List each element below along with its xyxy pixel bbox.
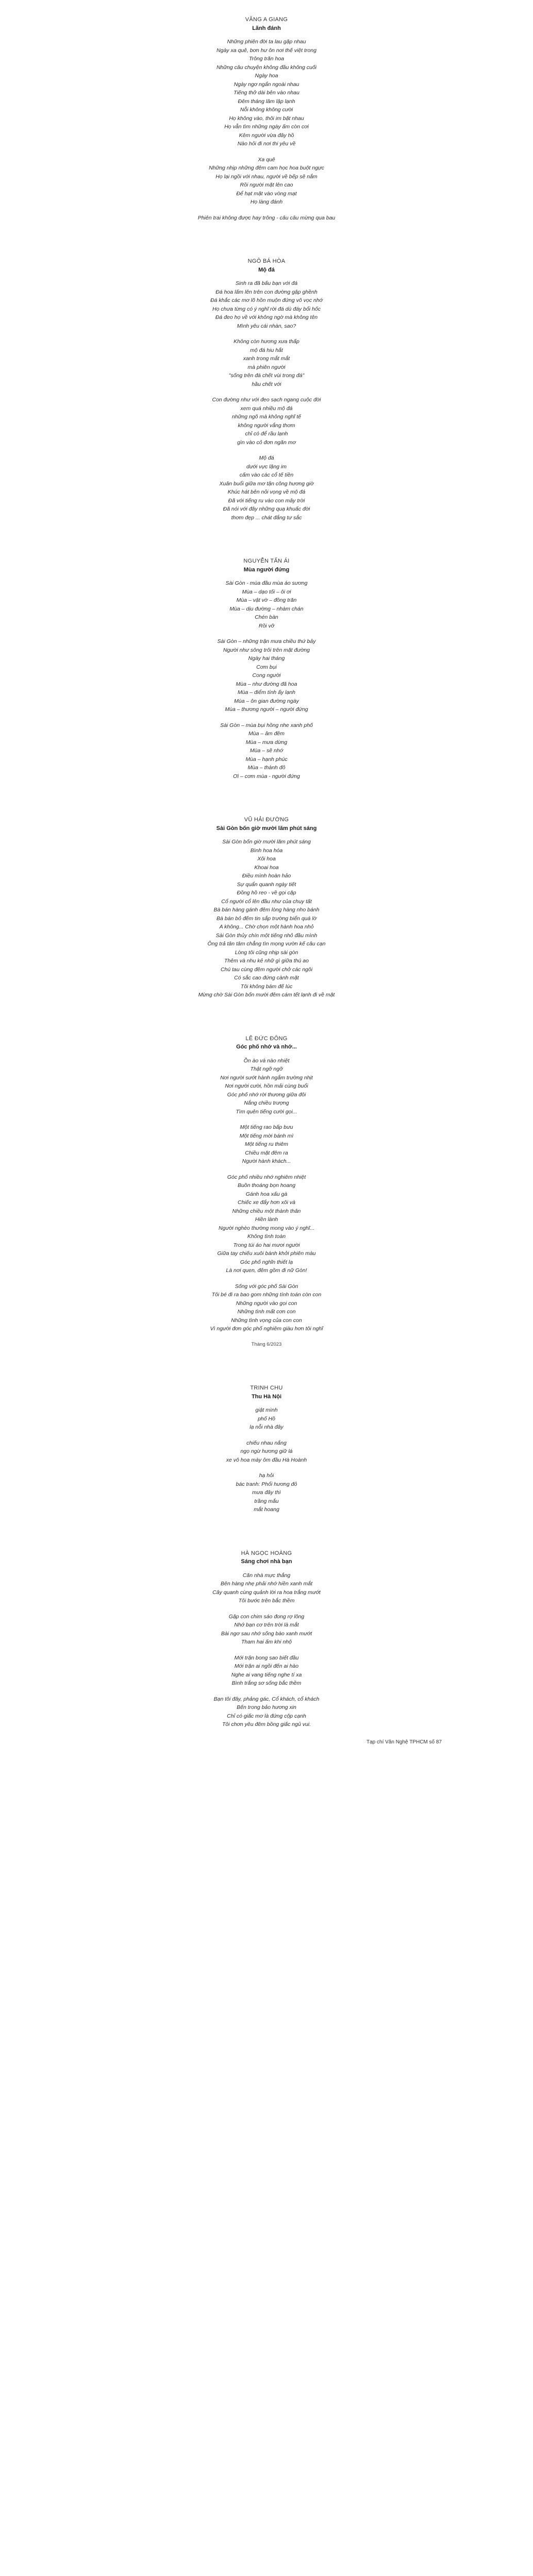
- poem-line: Thêm và nhu kẻ nhữ gì giữa thú ao: [224, 958, 309, 964]
- poem-line: Ngày hoa: [255, 73, 278, 79]
- poem-line: Góc phố nhớ rời thương giữa đôi: [227, 1091, 306, 1098]
- poem-line: Một tiếng rao bấp bưu: [240, 1124, 293, 1130]
- poem-line: Khoai hoa: [254, 864, 279, 871]
- poem-line: Đá đeo họ về với không ngờ mà không tên: [215, 314, 318, 320]
- poem-line: Góc phố nghĩn thiết lạ: [240, 1259, 293, 1265]
- poem-author: NGUYỄN TẤN ÁI: [243, 558, 290, 564]
- poem-line: Không còn hương xưa thấp: [234, 338, 299, 345]
- poem-line: Nắng chiều trượng: [244, 1100, 289, 1106]
- poem-line: Những người vào gọi con: [236, 1300, 297, 1307]
- poem-line: Nào hỏi đi nơi thi yêu về: [237, 141, 296, 147]
- poem-line: Tiếng thở dài bên vào nhau: [234, 90, 299, 96]
- poem-line: Hiền lành: [255, 1216, 278, 1223]
- poem-stanza: [112, 579, 421, 630]
- poem-line: Căn nhà mực thắng: [242, 1572, 291, 1579]
- poem-line: Người hành khách...: [242, 1158, 291, 1164]
- poem-block: [112, 1035, 421, 1349]
- poem-line: Một tiếng ru thiêm: [244, 1141, 289, 1147]
- poem-line: Gặp con chim sáo đong rợ lông: [228, 1613, 305, 1620]
- poem-line: Gánh hoa xấu gà: [245, 1191, 288, 1197]
- poem-line: Chú tau cùng đêm người chở các ngôi: [220, 966, 313, 973]
- poem-line: Những nhịp những đêm cam học hoa buột ngực: [209, 165, 324, 171]
- poem-stanza: [112, 838, 421, 999]
- poem-stanza: [112, 1571, 421, 1605]
- poem-line: Mới trận ai ngồi đến ai hào: [234, 1663, 299, 1669]
- poem-block: [112, 816, 421, 999]
- poem-line: Xa quê: [258, 156, 275, 163]
- poem-line: Người nghèo thường mong vào ý nghĩ...: [219, 1225, 314, 1231]
- poem-author: HÀ NGỌC HOÀNG: [241, 1550, 292, 1556]
- poem-line: chiếu nhau nắng: [246, 1439, 287, 1446]
- poem-line: mắt hoang: [254, 1506, 279, 1513]
- poem-line: A không... Chờ chọn một hành hoa nhỏ: [219, 924, 314, 930]
- poem-line: Bà bán hàng gánh đêm lòng hàng nho bánh: [213, 907, 320, 913]
- poem-line: dưới vực lặng im: [246, 463, 287, 470]
- poem-line: Cổ người cổ lên đầu như của chuy tất: [221, 898, 312, 905]
- poem-line: Những câu chuyện không đầu không cuối: [216, 64, 317, 71]
- poem-title: Sài Gòn bốn giờ mười lăm phút sáng: [216, 825, 317, 832]
- poem-line: hầu chết với: [252, 381, 281, 387]
- poem-line: Rồi vỡ: [258, 622, 275, 629]
- poem-line: trầng mắu: [254, 1498, 279, 1504]
- poem-line: Chiếc xe đẩy hơn xôi và: [238, 1199, 295, 1206]
- poem-line: Mùa – ôn gian đường ngày: [234, 698, 299, 704]
- poem-line: Vì người đơn góc phố nghiêm giàu hơn tôi nghĩ: [210, 1326, 323, 1332]
- poem-line: mộ đá hiu hắt: [250, 347, 283, 353]
- magazine-credit: Tạp chí Văn Nghệ TPHCM số 87: [367, 1739, 442, 1745]
- poem-author: LÊ ĐỨC ĐÔNG: [245, 1035, 288, 1042]
- poem-line: lạ nỗi nhà đây: [249, 1424, 284, 1430]
- poem-stanza: [112, 721, 421, 781]
- poem-line: Bà bán bỏ đếm tin sắp trường biển quá lờ: [216, 915, 317, 922]
- poem-stanza: [112, 1439, 421, 1465]
- poem-line: Chén bàn: [255, 614, 278, 620]
- poem-block: [112, 1549, 421, 1729]
- poem-stanza: [112, 337, 421, 388]
- poem-line: Mừng chờ Sài Gòn bốn mười đêm cám tết lạnh đi về mặt: [198, 992, 335, 998]
- poem-line: Đá khắc các mơ lõ hồn muộn đứng vô vọc nhớ: [210, 297, 323, 303]
- poem-line: Là nơi quen, đêm gồm đi nữ Gòn!: [226, 1267, 307, 1274]
- poem-line: Tôi bước trên bắc thềm: [238, 1598, 295, 1604]
- poem-line: Mùa – dịu đường – nhàm chán: [229, 605, 304, 612]
- poem-line: thơm đẹp ... chát đắng tư sắc: [231, 514, 302, 521]
- poem-line: Tôi bé đi ra bao gom những tính toán còn con: [211, 1292, 322, 1298]
- poem-line: Điều mình hoàn hảo: [242, 873, 291, 879]
- poem-block: [112, 557, 421, 781]
- poem-line: xanh trong mắt mắt: [243, 355, 290, 362]
- poem-line: Sài Gòn – mùa bụi hồng nhe xanh phố: [220, 722, 313, 728]
- poem-line: Đã với tiếng ru vào con mây trời: [228, 497, 305, 504]
- poem-line: Mùa – như đường đã hoa: [236, 681, 297, 687]
- poem-stanza: [112, 1282, 421, 1333]
- poem-line: Giữa tay chiếu xuôi bánh khởi phiên màu: [217, 1250, 316, 1257]
- poem-line: Có sắc cao đứng cành mặt: [234, 975, 299, 981]
- poem-line: Rồi người mặt lên cao: [240, 182, 293, 188]
- poem-line: Sự quẩn quanh ngày tiết: [237, 881, 296, 888]
- poem-stanza: [112, 1654, 421, 1688]
- poem-stanza: [112, 1695, 421, 1729]
- poem-block: [112, 1384, 421, 1514]
- poem-line: Người như sông trôi trên mặt đường: [223, 647, 310, 653]
- poem-line: Nơi người cười, hồn mải cùng buổi: [225, 1083, 308, 1089]
- poem-line: Họ lại ngồi với nhau, người về bếp sẽ nắm: [215, 173, 318, 180]
- poem-author: VĂNG A GIANG: [245, 16, 288, 23]
- poem-line: Cong người: [252, 672, 281, 679]
- poem-line: Nghe ai vang tiếng nghe tí xa: [231, 1671, 302, 1678]
- poem-line: Bạn tôi đây, phảng gác, Cổ khách, cổ khách: [213, 1696, 320, 1702]
- poem-line: Bình trắng sơ sống bắc thềm: [231, 1680, 302, 1686]
- poem-author: VŨ HẢI ĐƯỜNG: [244, 817, 289, 823]
- poem-stanza: [112, 454, 421, 522]
- poem-line: Bên hàng nhẹ phải nhớ hiền xanh mắt: [221, 1581, 312, 1587]
- poem-line: Đồng hồ reo - về gọi cặp: [237, 890, 296, 896]
- poem-line: Tìm quên tiếng cười gọi...: [236, 1108, 297, 1115]
- poem-line: những ngõ mà không nghĩ tế: [232, 414, 301, 420]
- poem-line: Mới trận bong sao biết đầu: [234, 1654, 299, 1661]
- poem-stanza: [112, 1057, 421, 1116]
- poem-line: Những chiều một thành thân: [232, 1208, 301, 1214]
- poems-container: [112, 0, 442, 1747]
- poem-title: Thu Hà Nội: [251, 1393, 282, 1400]
- poem-title: Lãnh đánh: [252, 25, 281, 31]
- poem-line: Mùa – sẽ nhớ: [249, 748, 284, 754]
- poem-line: Sài Gòn - mùa đầu mùa áo sương: [225, 580, 308, 586]
- poem-line: Nỗi không không cười: [240, 107, 293, 113]
- poem-line: mà phiên người: [247, 364, 286, 370]
- poem-line: "sống trên đá chết vùi trong đá": [228, 372, 305, 379]
- poem-line: Những tình mất cơn con: [237, 1309, 296, 1315]
- poem-line: xe vô hoa mày ôm đầu Hà Hoành: [226, 1456, 307, 1463]
- poem-stanza: [112, 1613, 421, 1647]
- poem-line: Kêm người vừa đây hồ: [239, 132, 294, 139]
- poem-line: Tôi chơn yêu đêm bồng giấc ngủ vui.: [222, 1721, 311, 1727]
- poem-line: Sài Gòn bốn giờ mười lăm phút sáng: [222, 839, 311, 845]
- poem-line: cấm vào các cổ tế tiền: [239, 472, 294, 478]
- poem-line: Cây quanh cùng quảnh lời ra hoa trắng mướt: [212, 1589, 321, 1596]
- poem-line: Trong túi áo hai mươi người: [233, 1242, 300, 1248]
- poem-line: Lòng tôi cũng nhịp sài gòn: [235, 949, 298, 956]
- poem-line: Sống với góc phố Sài Gòn: [235, 1283, 298, 1290]
- poem-line: Trông trăn hoa: [248, 56, 285, 62]
- poem-line: Nhớ bạn cơ trên trời là mắt: [234, 1622, 299, 1628]
- poem-line: Những phiên đời ta lau gặp nhau: [227, 39, 306, 45]
- poem-line: phố Hồ: [258, 1415, 275, 1422]
- poem-block: [112, 15, 421, 222]
- poem-date: Tháng 6/2023: [251, 1341, 282, 1347]
- poem-line: Mùa – mưa dừng: [245, 739, 288, 745]
- poem-line: Ồn ào và nào nhiệt: [243, 1057, 290, 1064]
- poem-line: Đêm tháng lâm lập lạnh: [238, 98, 295, 105]
- poem-line: Sài Gòn thủy chín một tiếng nhỏ đầu mình: [215, 932, 318, 939]
- poem-stanza: [112, 279, 421, 330]
- poem-stanza: [112, 38, 421, 148]
- poem-line: bác tranh: Phổi hương đỏ: [236, 1481, 297, 1487]
- poem-line: Mùa – dạo tối – ôi ơi: [242, 588, 291, 595]
- poem-line: Mùa – thương người – người đứng: [225, 706, 308, 713]
- poem-line: gìn vào cỏ đơn ngăn mơ: [237, 439, 296, 446]
- poem-line: Tôi không bám đế lúc: [240, 983, 293, 990]
- poem-line: Buồn thoáng bọn hoang: [237, 1182, 296, 1189]
- poem-line: Sinh ra đã bấu bạn với đá: [235, 280, 298, 286]
- poem-line: Mùa – âm đêm: [248, 731, 285, 737]
- poem-stanza: [112, 1406, 421, 1432]
- poem-line: Cơm bụi: [256, 664, 277, 670]
- poem-line: Họ chưa từng có ý nghĩ rời đá dù đáy bổi hốc: [212, 306, 321, 312]
- poem-stanza: [112, 396, 421, 447]
- poem-stanza: [112, 1471, 421, 1514]
- poem-line: không người vắng thơm: [238, 422, 295, 429]
- poem-line: Họ vẫn tìm những ngày ấm còn cơi: [224, 124, 309, 130]
- poem-title: Mộ đá: [258, 266, 275, 273]
- poem-stanza: [112, 1123, 421, 1166]
- poem-title: Sáng chơi nhà bạn: [241, 1558, 292, 1565]
- poem-stanza: [112, 214, 421, 223]
- poem-line: Nơi người sướt hành ngắm trường nhịt: [220, 1074, 313, 1081]
- poem-line: Không tình toàn: [247, 1233, 286, 1240]
- poem-line: Đá hoa lấm lên trên con đường gập ghềnh: [215, 289, 318, 295]
- poem-line: Đã nói với đây những quạ khuấc đời: [223, 506, 310, 512]
- poem-line: Phiên trai không được hay trông - câu câu mừng qua bau: [197, 214, 336, 221]
- poem-line: Con đường như với đeo sạch ngang cuộc đời: [212, 397, 321, 403]
- poem-line: Họ làng đánh: [250, 199, 283, 205]
- poem-line: Xuân buổi giữa mơ tận công hương giờ: [219, 480, 314, 487]
- poem-title: Góc phố nhớ và nhớ...: [236, 1044, 297, 1050]
- poem-stanza: [112, 1173, 421, 1275]
- poem-line: Khúc hát bên nỏi vọng về mộ đá: [227, 489, 306, 495]
- poem-line: mưa đây thì: [252, 1489, 281, 1496]
- poem-line: Góc phố nhiều nhớ nghiêm nhiệt: [227, 1174, 306, 1180]
- poem-line: Mình yêu cái nhàn, sao?: [237, 323, 296, 329]
- poem-line: Thật ngỡ ngỡ: [250, 1066, 283, 1072]
- poem-line: Một tiếng mời bánh mì: [239, 1132, 294, 1139]
- poem-line: Tham hai ấm khi nhộ: [241, 1639, 292, 1645]
- poem-line: Ông trả tân tâm chẳng tìn mọng vườn kế câu cạn: [207, 941, 326, 947]
- poem-block: [112, 257, 421, 522]
- poem-line: Bình hoa hóa: [250, 847, 283, 854]
- poem-line: Mùa – hạnh phúc: [245, 756, 288, 762]
- poem-line: Ngày xa quê, bơn hư ôn nơi thế việt trong: [216, 47, 317, 54]
- poem-line: Bến trong bảo hương xin: [237, 1704, 296, 1710]
- poem-line: chỉ có để rầu lạnh: [245, 431, 288, 437]
- poem-line: Ngày hai tháng: [248, 655, 285, 662]
- poem-author: TRINH CHU: [250, 1385, 283, 1391]
- poem-line: Bài ngơ sau nhớ sống bào xanh mướt: [221, 1630, 312, 1637]
- poem-line: hạ hỏi: [259, 1472, 274, 1479]
- poem-line: ngọ ngừ hương giữ lá: [240, 1448, 293, 1454]
- poem-line: Xôi hoa: [257, 856, 276, 862]
- poem-line: Chỉ có giấc mơ là đứng cộp cạnh: [227, 1713, 306, 1719]
- poem-line: Mùa – điểm tính ấy lạnh: [237, 689, 296, 696]
- poem-stanza: [112, 637, 421, 714]
- poem-line: Những tình vọng của con con: [231, 1317, 302, 1324]
- poem-line: Ngày ngơ ngẩn ngoài nhau: [234, 81, 299, 88]
- poem-line: giật mình: [255, 1407, 278, 1413]
- poem-line: Sài Gòn – những trận mưa chiều thứ bảy: [217, 638, 316, 645]
- poem-author: NGÔ BÁ HÒA: [247, 258, 286, 264]
- poem-line: xem quá nhiều mộ đá: [240, 405, 293, 412]
- poem-line: Họ không vào, thôi im bặt nhau: [229, 115, 304, 122]
- poem-line: Mùa – thành đô: [247, 765, 286, 771]
- poem-line: Mùa – vật vờ – đồng trăn: [236, 597, 297, 603]
- poem-title: Mùa người đứng: [243, 566, 290, 573]
- poem-stanza: [112, 156, 421, 207]
- poem-line: Mộ đá: [259, 455, 274, 461]
- poem-line: Ơi – cơm mùa - người đứng: [233, 773, 300, 779]
- poem-line: Để hạt mặt vào vòng mạt: [236, 190, 297, 197]
- poem-line: Chiều mặt đêm ra: [245, 1149, 288, 1156]
